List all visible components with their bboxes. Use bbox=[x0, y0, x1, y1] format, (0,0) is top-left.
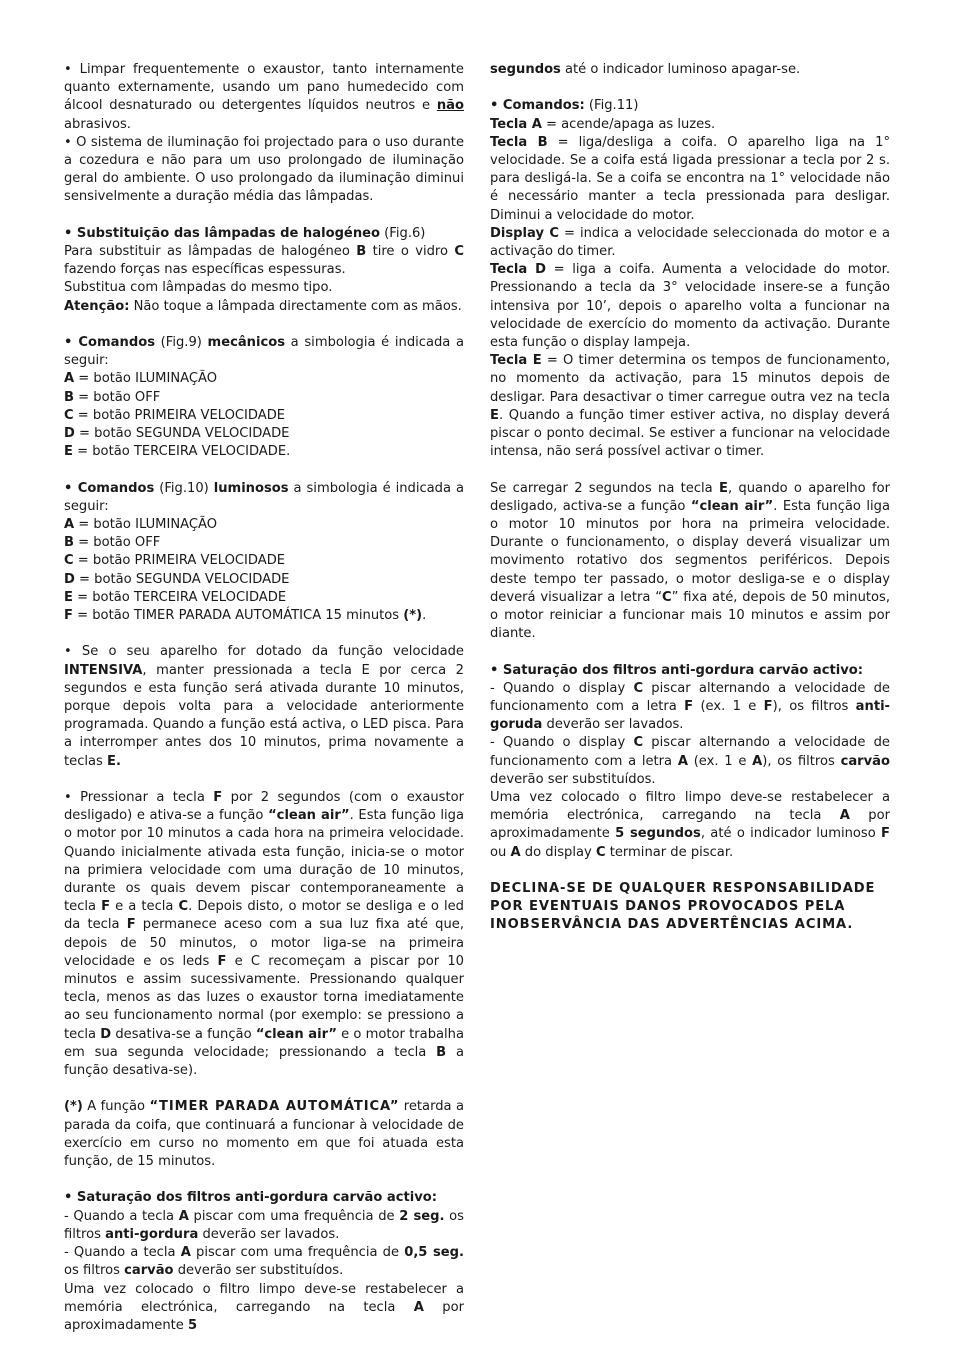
bold-text: F bbox=[684, 699, 694, 715]
text-run: ), os filtros bbox=[762, 753, 841, 769]
bold-text: Tecla E bbox=[490, 353, 542, 369]
bold-text: E bbox=[490, 407, 499, 423]
bold-text: F bbox=[217, 953, 227, 969]
text-run: desativa-se a função bbox=[111, 1026, 256, 1042]
paragraph bbox=[64, 534, 464, 552]
paragraph bbox=[64, 298, 464, 316]
bold-text: Tecla B bbox=[490, 134, 548, 150]
paragraph bbox=[64, 334, 464, 370]
bold-text: F bbox=[101, 899, 111, 915]
section-intensive bbox=[64, 643, 464, 770]
text-run: - Quando a tecla bbox=[64, 1245, 181, 1261]
text-run: deverão ser lavados. bbox=[198, 1226, 340, 1242]
text-run: permanece aceso com a sua luz fixa até que, depois de 50 minutos, o motor liga-se na primeira velocidade e os leds bbox=[64, 917, 464, 969]
bold-text: mecânicos bbox=[207, 335, 286, 351]
text-run: deverão ser substituídos. bbox=[490, 771, 656, 787]
paragraph bbox=[64, 225, 464, 243]
paragraph bbox=[490, 480, 890, 644]
text-run: ” fixa até, depois de 50 minutos, o motor reiniciar a funcionar mais 10 minutos e assim por diante. bbox=[490, 589, 891, 642]
text-run: os filtros bbox=[64, 1208, 464, 1242]
bold-text: B bbox=[64, 389, 74, 405]
bold-text: (*) bbox=[64, 1099, 83, 1115]
paragraph bbox=[490, 880, 890, 935]
section-mech-controls bbox=[64, 334, 464, 461]
right-column bbox=[490, 61, 890, 935]
section-light-controls bbox=[64, 480, 464, 626]
paragraph bbox=[490, 116, 890, 134]
paragraph bbox=[64, 643, 464, 770]
paragraph bbox=[490, 134, 890, 225]
paragraph bbox=[490, 97, 890, 115]
bold-text: “clean air” bbox=[690, 498, 774, 514]
bold-text: DECLINA-SE DE QUALQUER RESPONSABILIDADE POR EVENTUAIS DANOS PROVOCADOS PELA INOBSERVÂNCIA DAS ADVERTÊNCIAS ACIMA. bbox=[490, 881, 876, 933]
paragraph bbox=[64, 425, 464, 443]
bold-text: A bbox=[64, 371, 75, 387]
paragraph bbox=[490, 352, 890, 461]
text-run: = indica a velocidade seleccionada do motor e a activação do timer. bbox=[490, 225, 890, 260]
text-run: = botão PRIMEIRA VELOCIDADE bbox=[73, 553, 286, 569]
text-run: retarda a parada da coifa, que continuará a funcionar à velocidade de exercício em curso no momento em que foi atuada esta função, de 15 minutos. bbox=[64, 1099, 464, 1170]
text-run: (Fig.9) bbox=[155, 335, 208, 351]
text-run: piscar alternando a velocidade de funcionamento com a letra bbox=[490, 680, 890, 715]
paragraph bbox=[490, 789, 890, 862]
bold-text: A bbox=[178, 1208, 189, 1224]
paragraph bbox=[64, 1208, 464, 1244]
text-run: a simbologia é indicada a seguir: bbox=[64, 480, 464, 514]
paragraph bbox=[64, 607, 464, 625]
paragraph bbox=[490, 61, 890, 79]
bold-text: E bbox=[64, 444, 73, 460]
paragraph bbox=[490, 680, 890, 735]
bold-text: anti-goruda bbox=[490, 699, 890, 733]
bold-text: • Substituição das lâmpadas de halogéneo bbox=[64, 225, 381, 241]
bold-text: A bbox=[510, 844, 521, 860]
paragraph bbox=[64, 480, 464, 516]
text-run: = botão OFF bbox=[73, 535, 161, 551]
text-run: (ex. 1 e bbox=[687, 753, 753, 769]
bold-text: “TIMER PARADA AUTOMÁTICA” bbox=[149, 1099, 400, 1115]
bold-text: F bbox=[126, 917, 136, 933]
text-run: e o motor trabalha em sua segunda velocidade; pressionando a tecla bbox=[64, 1026, 464, 1060]
text-run: até o indicador luminoso apagar-se. bbox=[560, 62, 801, 77]
section-clean-intro bbox=[64, 61, 464, 207]
text-run: = botão OFF bbox=[73, 389, 161, 405]
paragraph bbox=[64, 407, 464, 425]
text-run: tire o vidro bbox=[366, 244, 455, 260]
section-halogen bbox=[64, 225, 464, 316]
text-run: Se carregar 2 segundos na tecla bbox=[490, 480, 719, 496]
section-disclaimer bbox=[490, 880, 890, 935]
text-run: ), os filtros bbox=[772, 699, 856, 715]
section-filters-left bbox=[64, 1189, 464, 1335]
paragraph bbox=[490, 225, 890, 261]
text-run: piscar com uma frequência de bbox=[188, 1208, 400, 1224]
text-run: piscar alternando a velocidade de funcionamento com a letra bbox=[490, 735, 890, 769]
paragraph bbox=[64, 279, 464, 297]
text-run: por 2 segundos (com o exaustor desligado) e ativa-se a função bbox=[64, 790, 464, 824]
paragraph bbox=[64, 243, 464, 279]
text-run: do display bbox=[520, 844, 596, 860]
text-run: - Quando o display bbox=[490, 735, 634, 751]
paragraph bbox=[64, 1281, 464, 1336]
bold-text: F bbox=[763, 699, 773, 715]
section-filters-right bbox=[490, 662, 890, 862]
text-run: = botão TERCEIRA VELOCIDADE. bbox=[72, 444, 291, 460]
bold-text: C bbox=[454, 244, 464, 260]
text-run: Uma vez colocado o filtro limpo deve-se restabelecer a memória electrónica, carregando na tecla bbox=[490, 790, 890, 824]
paragraph bbox=[64, 370, 464, 388]
text-run: e C recomeçam a piscar por 10 minutos e assim sucessivamente. Pressionando qualquer tecla, menos as das luzes o exaustor torna imediatamente ao seu funcionamento normal (por exemplo: se pressiono a tecla bbox=[64, 953, 464, 1042]
paragraph bbox=[64, 389, 464, 407]
text-run: (Fig.10) bbox=[154, 480, 214, 496]
left-column bbox=[64, 61, 464, 1335]
bold-text: 0,5 seg. bbox=[404, 1245, 464, 1261]
text-run: por aproximadamente bbox=[490, 808, 890, 842]
bold-text: Atenção: bbox=[64, 298, 130, 314]
bold-text: C bbox=[662, 589, 672, 605]
bold-text: luminosos bbox=[213, 480, 289, 496]
text-run: = botão SEGUNDA VELOCIDADE bbox=[74, 571, 290, 587]
section-timer-note bbox=[64, 1098, 464, 1171]
text-run: ou bbox=[490, 844, 511, 860]
bold-text: A bbox=[752, 753, 763, 769]
bold-text: • Comandos bbox=[64, 335, 155, 351]
paragraph bbox=[64, 1244, 464, 1280]
text-run: = liga a coifa. Aumenta a velocidade do motor. Pressionando a tecla da 3° velocidade insere-se a função intensiva por 10’, depois o aparelho volta a funcionar na velocidade de exercício do momento da activação. Durante esta função o display lampeja. bbox=[490, 262, 890, 351]
bold-text: A bbox=[180, 1245, 191, 1261]
text-run: • Se o seu aparelho for dotado da função velocidade bbox=[64, 644, 464, 660]
text-run: deverão ser substituídos. bbox=[173, 1263, 344, 1279]
text-run: = acende/apaga as luzes. bbox=[541, 116, 716, 132]
bold-text: Tecla D bbox=[490, 262, 547, 278]
text-run: . Esta função liga o motor 10 minutos por hora na primeira velocidade. Durante o funcionamento, o display deverá visualizar um movimento rotativo dos segmentos periféricos. Depois deste tempo ter passado, o motor desliga-se e o display deverá visualizar a letra “ bbox=[490, 498, 890, 605]
bold-text: B bbox=[356, 244, 367, 260]
paragraph bbox=[490, 662, 890, 680]
bold-text: anti-gordura bbox=[105, 1226, 199, 1242]
section-clean-air-right bbox=[490, 480, 890, 644]
bold-text: não bbox=[436, 98, 464, 114]
text-run: a simbologia é indicada a seguir: bbox=[64, 335, 464, 369]
text-run: por aproximadamente bbox=[64, 1299, 464, 1333]
bold-text: C bbox=[178, 899, 189, 915]
bold-text: E. bbox=[107, 753, 121, 769]
text-run: fazendo forças nas específicas espessuras. bbox=[64, 262, 346, 278]
bold-text: A bbox=[839, 808, 850, 824]
text-run: piscar com uma frequência de bbox=[190, 1245, 405, 1261]
bold-text: A bbox=[413, 1299, 424, 1315]
paragraph bbox=[64, 516, 464, 534]
text-run: a função desativa-se). bbox=[64, 1044, 465, 1079]
text-run: Para substituir as lâmpadas de halogéneo bbox=[64, 244, 357, 260]
text-run: . bbox=[422, 608, 427, 624]
bold-text: C bbox=[595, 844, 606, 860]
bold-text: B bbox=[64, 535, 74, 551]
bold-text: A bbox=[64, 517, 75, 533]
text-run: , manter pressionada a tecla E por cerca 2 segundos e esta função será ativada durante 10 minutos, porque depois volta para a velocidade anteriormente programada. Quando a função está activa, o LED pisca. Para a interromper antes dos 10 minutos, prima novamente a teclas bbox=[64, 662, 464, 769]
bold-text: 2 seg. bbox=[399, 1208, 445, 1224]
text-run: abrasivos. bbox=[64, 116, 131, 132]
text-run: = O timer determina os tempos de funcionamento, no momento da activação, para 15 minutos depois de desligar. Para desactivar o timer carregue outra vez na tecla bbox=[490, 353, 890, 405]
bold-text: E bbox=[718, 480, 728, 496]
text-run: = botão SEGUNDA VELOCIDADE bbox=[74, 426, 290, 442]
text-run: • Limpar frequentemente o exaustor, tanto internamente quanto externamente, usando um pano humedecido com álcool desnaturado ou detergentes líquidos neutros e bbox=[64, 62, 464, 114]
text-run: . Quando a função timer estiver activa, no display deverá piscar o ponto decimal. Se estiver a funcionar na velocidade intensa, não será possível activar o timer. bbox=[490, 407, 890, 460]
text-run: = liga/desliga a coifa. O aparelho liga na 1° velocidade. Se a coifa está ligada pressionar a tecla por 2 s. para desligá-la. Se a coifa se encontra na 1° velocidade não é necessário manter a tecla pressionada para desligar. Diminui a velocidade do motor. bbox=[490, 134, 890, 223]
paragraph bbox=[490, 734, 890, 789]
paragraph bbox=[64, 443, 464, 461]
text-run: , até o indicador luminoso bbox=[700, 826, 882, 842]
bold-text: F bbox=[64, 608, 73, 624]
text-run: . Esta função liga o motor por 10 minutos a cada hora na primeira velocidade. Quando inicialmente ativada esta função, inicia-se o motor na primiera velocidade com uma duração de 10 minutos, durante os quais devem piscar contemporaneamente a tecla bbox=[64, 808, 464, 915]
text-run: • Pressionar a tecla bbox=[64, 790, 214, 806]
text-run: = botão ILUMINAÇÃO bbox=[74, 371, 218, 387]
text-run: os filtros bbox=[64, 1263, 125, 1279]
text-run: . Depois disto, o motor se desliga e o led da tecla bbox=[64, 899, 464, 933]
bold-text: E bbox=[64, 589, 73, 605]
bold-text: INTENSIVA bbox=[64, 662, 143, 678]
text-run: - Quando a tecla bbox=[64, 1208, 179, 1224]
bold-text: C bbox=[64, 553, 74, 569]
bold-text: carvão bbox=[124, 1263, 174, 1279]
bold-text: C bbox=[633, 680, 644, 696]
section-filters-left-cont bbox=[490, 61, 890, 79]
text-run: e a tecla bbox=[110, 899, 179, 915]
paragraph bbox=[490, 261, 890, 352]
paragraph bbox=[64, 61, 464, 134]
bold-text: “clean air” bbox=[255, 1026, 337, 1042]
section-commands-fig11 bbox=[490, 97, 890, 461]
bold-text: segundos bbox=[490, 62, 561, 77]
bold-text: F bbox=[213, 790, 223, 806]
paragraph bbox=[64, 1189, 464, 1207]
text-run: Não toque a lâmpada directamente com as mãos. bbox=[129, 298, 462, 314]
text-run: , quando o aparelho for desligado, activa-se a função bbox=[490, 480, 890, 514]
bold-text: C bbox=[633, 735, 644, 751]
text-run: (ex. 1 e bbox=[693, 699, 764, 715]
bold-text: • Comandos: bbox=[490, 98, 585, 114]
bold-text: carvão bbox=[840, 753, 890, 769]
bold-text: Display C bbox=[490, 225, 559, 241]
text-run: (Fig.11) bbox=[584, 98, 639, 114]
bold-text: 5 bbox=[188, 1317, 198, 1333]
text-run: = botão TERCEIRA VELOCIDADE bbox=[72, 589, 287, 605]
bold-text: 5 segundos bbox=[615, 826, 701, 842]
bold-text: D bbox=[64, 571, 75, 587]
paragraph bbox=[64, 1098, 464, 1171]
bold-text: “clean air” bbox=[268, 808, 350, 824]
bold-text: D bbox=[64, 426, 75, 442]
paragraph bbox=[64, 589, 464, 607]
text-run: - Quando o display bbox=[490, 680, 634, 696]
text-run: = botão TIMER PARADA AUTOMÁTICA 15 minutos bbox=[72, 608, 404, 624]
paragraph bbox=[64, 134, 464, 207]
bold-text: (*) bbox=[403, 608, 423, 624]
bold-text: B bbox=[436, 1044, 447, 1060]
text-run: = botão PRIMEIRA VELOCIDADE bbox=[73, 407, 286, 423]
paragraph bbox=[64, 571, 464, 589]
text-run: terminar de piscar. bbox=[605, 844, 734, 860]
bold-text: Tecla A bbox=[490, 116, 542, 132]
text-run: • O sistema de iluminação foi projectado para o uso durante a cozedura e não para um uso prolongado de iluminação geral do ambiente. O uso prolongado da iluminação diminui sensivelmente a duração média das lâmpadas. bbox=[64, 134, 464, 205]
bold-text: D bbox=[100, 1026, 112, 1042]
text-run: (Fig.6) bbox=[380, 225, 426, 241]
paragraph bbox=[64, 789, 464, 1080]
bold-text: • Comandos bbox=[64, 480, 155, 496]
text-run: Substitua com lâmpadas do mesmo tipo. bbox=[64, 280, 333, 296]
text-run: A função bbox=[82, 1099, 150, 1115]
section-clean-air bbox=[64, 789, 464, 1080]
bold-text: • Saturação dos filtros anti-gordura carvão activo: bbox=[490, 662, 863, 678]
text-run: deverão ser lavados. bbox=[542, 717, 684, 733]
bold-text: A bbox=[677, 753, 688, 769]
bold-text: • Saturação dos filtros anti-gordura carvão activo: bbox=[64, 1190, 437, 1206]
text-run: = botão ILUMINAÇÃO bbox=[74, 517, 218, 533]
bold-text: C bbox=[64, 407, 74, 423]
paragraph bbox=[64, 552, 464, 570]
text-run: Uma vez colocado o filtro limpo deve-se restabelecer a memória electrónica, carregando na tecla bbox=[64, 1281, 464, 1315]
bold-text: F bbox=[881, 826, 890, 842]
